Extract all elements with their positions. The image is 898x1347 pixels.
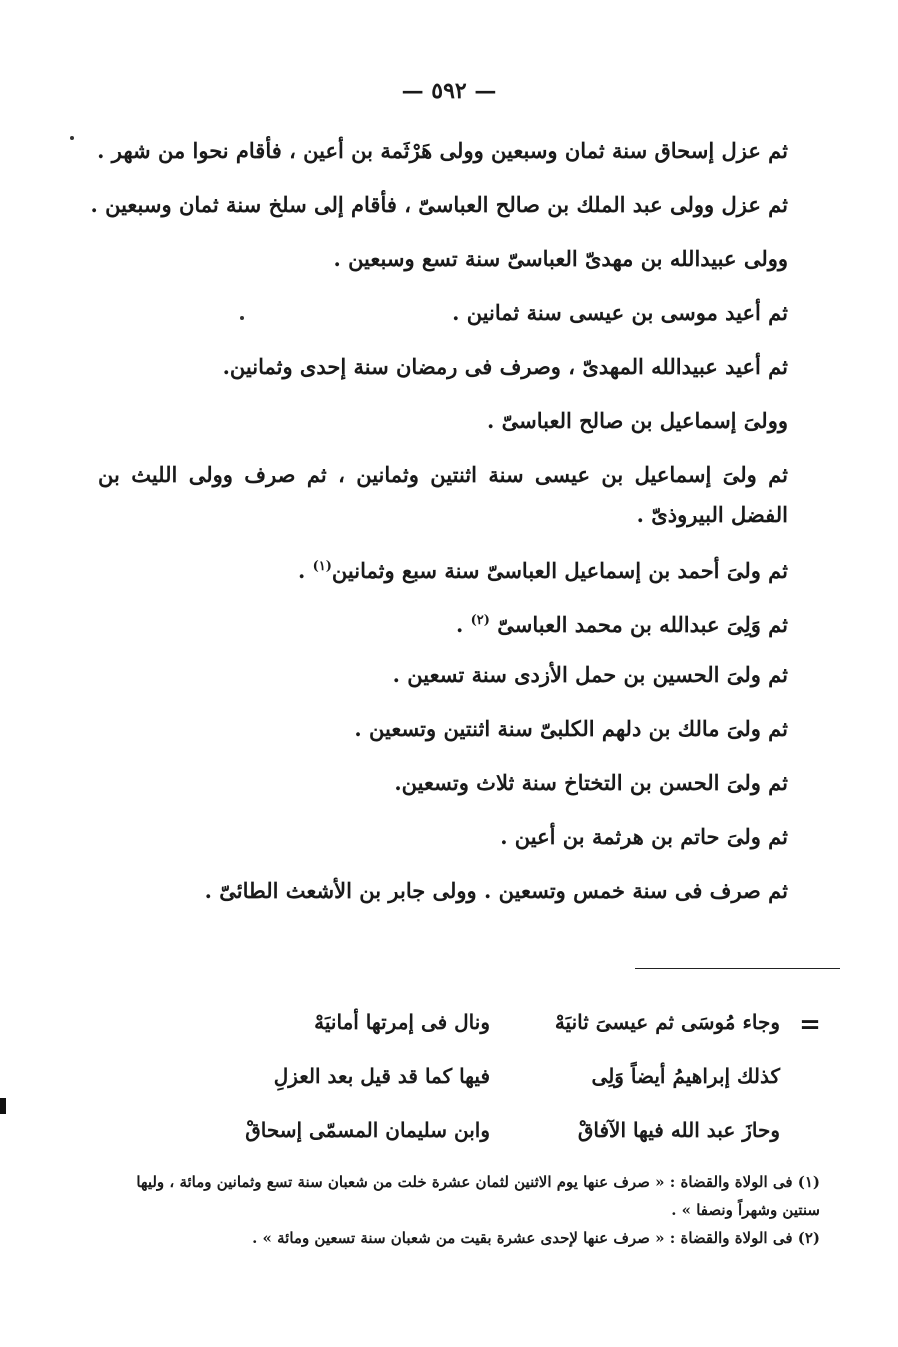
text-line: وولىَ إسماعيل بن صالح العباسىّ . xyxy=(486,408,788,433)
text-line: ثم أعيد عبيدالله المهدىّ ، وصرف فى رمضان سنة إحدى وثمانين. xyxy=(222,354,788,379)
page-number: — ٥٩٢ — xyxy=(401,78,497,104)
footnote-1: (١) فى الولاة والقضاة : « صرف عنها يوم الاثنين لثمان عشرة خلت من شعبان سنة تسع وثمانين ومائة ، وليها سنتين وشهراً ونصفا » . xyxy=(136,1173,820,1219)
text-line: ثم ولىَ إسماعيل بن عيسى سنة اثنتين وثمانين ، ثم صرف وولى الليث بن xyxy=(98,462,788,487)
text-line: ثم عزل وولى عبد الملك بن صالح العباسىّ ، فأقام إلى سلخ سنة ثمان وسبعين . xyxy=(90,192,788,217)
scan-edge-mark xyxy=(0,1098,6,1114)
footnote-ref-2: (٢) xyxy=(470,613,490,628)
text-line: وولى عبيدالله بن مهدىّ العباسىّ سنة تسع وسبعين . xyxy=(333,246,788,271)
line-end-dot: . xyxy=(297,558,306,583)
footnote-ref-1: (١) xyxy=(312,559,332,574)
verse-second-hemistich: ونال فى إمرتها أمانيَهْ xyxy=(314,1010,490,1034)
text-line: ثم عزل إسحاق سنة ثمان وسبعين وولى هَرْثَمة بن أعين ، فأقام نحوا من شهر . xyxy=(97,138,788,163)
verse-second-hemistich: فيها كما قد قيل بعد العزلِ xyxy=(273,1064,490,1088)
line-end-dot: . xyxy=(456,612,464,637)
text-line: ثم أعيد موسى بن عيسى سنة ثمانين . xyxy=(452,300,788,325)
verse-first-hemistich: وجاء مُوسَى ثم عيسىَ ثانيَهْ xyxy=(554,1010,780,1034)
text-line-with-footnote xyxy=(98,608,788,662)
continuation-mark: = xyxy=(799,1010,821,1040)
verse-row xyxy=(150,1064,840,1118)
footnote-separator xyxy=(635,968,840,969)
verse-row xyxy=(150,1118,840,1172)
text-line: ثم صرف فى سنة خمس وتسعين . وولى جابر بن الأشعث الطائىّ . xyxy=(204,878,788,903)
footnotes xyxy=(110,1168,820,1252)
text-line: ثم ولىَ الحسن بن التختاخ سنة ثلاث وتسعين. xyxy=(394,770,788,795)
verse-second-hemistich: وابن سليمان المسمّى إسحاقْ xyxy=(245,1118,490,1142)
main-text xyxy=(90,138,788,932)
text-line: ثم ولىَ حاتم بن هرثمة بن أعين . xyxy=(500,824,788,849)
text-line: ثم وَلِىَ عبدالله بن محمد العباسىّ xyxy=(497,612,788,637)
text-line: ثم ولىَ مالك بن دلهم الكلبىّ سنة اثنتين وتسعين . xyxy=(354,716,788,741)
poem-verses xyxy=(150,1010,840,1172)
footnote-2: (٢) فى الولاة والقضاة : « صرف عنها لإحدى عشرة بقيت من شعبان سنة تسعين ومائة » . xyxy=(252,1229,820,1247)
text-line: ثم ولىَ أحمد بن إسماعيل العباسىّ سنة سبع وثمانين xyxy=(331,558,788,583)
text-line-with-footnote xyxy=(98,554,788,608)
text-line: الفضل البيروذىّ . xyxy=(636,502,788,527)
verse-row xyxy=(150,1010,840,1064)
verse-first-hemistich: كذلك إبراهيمُ أيضاً وَلِى xyxy=(591,1064,780,1088)
verse-first-hemistich: وحازَ عبد الله فيها الآفاقْ xyxy=(577,1118,780,1142)
ink-speck xyxy=(70,136,74,140)
text-line: ثم ولىَ الحسين بن حمل الأزدى سنة تسعين . xyxy=(392,662,788,687)
